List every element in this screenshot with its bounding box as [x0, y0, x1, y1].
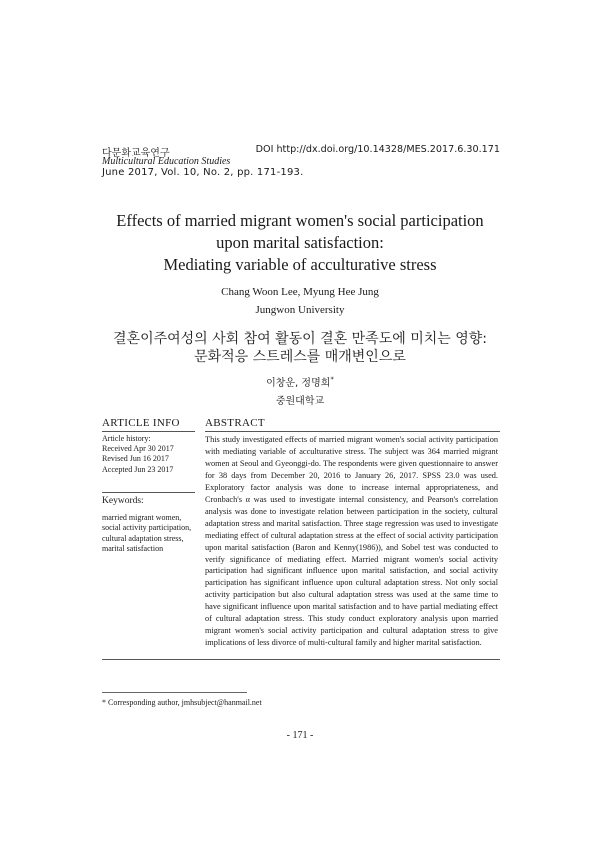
- paper-title-line-2: upon marital satisfaction:: [216, 233, 384, 252]
- page-number: - 171 -: [286, 730, 314, 741]
- abstract-bottom-divider: [102, 659, 500, 660]
- footnote-divider: [102, 692, 247, 693]
- journal-name-english: Multicultural Education Studies: [102, 156, 231, 167]
- keyword-item: cultural adaptation stress,: [102, 533, 184, 543]
- journal-name-korean: 다문화교육연구: [102, 148, 170, 159]
- accepted-date: Accepted Jun 23 2017: [102, 464, 174, 474]
- article-history-label: Article history:: [102, 434, 151, 443]
- received-date: Received Apr 30 2017: [102, 444, 174, 454]
- abstract-divider: [205, 431, 500, 432]
- corresponding-author-mark: *: [330, 375, 334, 384]
- authors-korean: [0, 374, 600, 389]
- corresponding-author-footnote: * Corresponding author, jmhsubject@hanmail.net: [102, 698, 262, 707]
- doi-link[interactable]: DOI http://dx.doi.org/10.14328/MES.2017.6.30.171: [255, 144, 500, 155]
- abstract-text: This study investigated effects of married migrant women's social activity participation with mediating variable of acculturative stress. The subject was 364 married migrant women at Seoul and Gyeonggi-do. The respondents were given questionnaire to answer for 38 days from December 20, 2016 to January 26, 2017. SPSS 23.0 was used. Exploratory factor analysis was done to increase internal appropriateness, and Cronbach's α was used to investigate internal consistency, and Pearson's correlation analysis was done to investigate relation between participation in the society, cultural adaptation stress and marital satisfaction. Three stage regression was used to investigate mediating effect of cultural adaptation stress at the effect of social activity participation upon marital satisfaction (Baron and Kenny(1986)), and Sobel test was conducted to verify significance of mediating effect. Married migrant women's social activity participation had significant influence upon marital satisfaction, and social activity participation has significant influence upon cultural adaptation stress. Not only social activity participation but also cultural adaptation stress was used at the same time to have significant influence upon marital satisfaction and to have partial mediating effect of cultural adaptation stress. This study conduct exploratory analysis upon married migrant women's social activity participation and cultural adaptation stress to give implications of less divorce of multi-cultural family and higher marital satisfaction.: [205, 435, 498, 648]
- authors-english: Chang Woon Lee, Myung Hee Jung: [221, 286, 379, 298]
- article-history: [102, 434, 197, 475]
- paper-title-line-3: Mediating variable of acculturative stress: [163, 255, 437, 274]
- affiliation-korean: 중원대학교: [275, 396, 325, 407]
- journal-issue: June 2017, Vol. 10, No. 2, pp. 171-193.: [102, 167, 304, 178]
- keywords-divider: [102, 492, 195, 493]
- keywords-list: [102, 513, 200, 554]
- affiliation-english: Jungwon University: [255, 304, 345, 316]
- article-info-divider: [102, 431, 195, 432]
- keywords-heading: Keywords:: [102, 496, 144, 506]
- paper-title-line-1: Effects of married migrant women's social participation: [116, 211, 484, 230]
- korean-title-line-2: 문화적응 스트레스를 매개변인으로: [194, 349, 406, 365]
- korean-title-line-1: 결혼이주여성의 사회 참여 활동이 결혼 만족도에 미치는 영향:: [113, 331, 487, 347]
- keyword-item: social activity participation,: [102, 523, 192, 533]
- revised-date: Revised Jun 16 2017: [102, 454, 169, 464]
- authors-korean-names: 이창운, 정명희: [266, 378, 331, 389]
- article-info-heading: ARTICLE INFO: [102, 417, 180, 429]
- keyword-item: marital satisfaction: [102, 543, 164, 553]
- abstract-heading: ABSTRACT: [205, 417, 265, 429]
- keyword-item: married migrant women,: [102, 513, 182, 522]
